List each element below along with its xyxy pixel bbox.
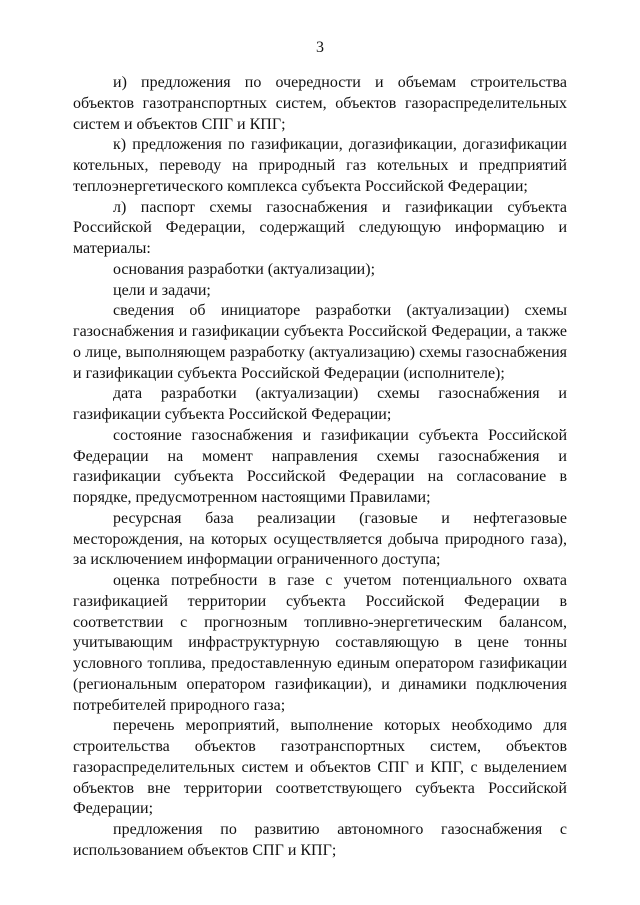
paragraph-resource-base: ресурсная база реализации (газовые и нефтегазовые месторождения, на которых осуществляется добыча природного газа), за исключением информации ограниченного доступа; — [73, 509, 567, 569]
paragraph-initiator: сведения об инициаторе разработки (актуализации) схемы газоснабжения и газификации субъекта Российской Федерации, а также о лице, выполняющем разработку (актуализацию) схемы газоснабжения и газификации субъекта Российской Федерации (исполнителе); — [73, 302, 567, 382]
paragraph-grounds: основания разработки (актуализации); — [113, 260, 376, 278]
document-body — [73, 73, 567, 862]
paragraph-demand-assessment: оценка потребности в газе с учетом потенциального охвата газификацией территории субъекта Российской Федерации в соответствии с прогнозным топливно-энергетическим балансом, учитывающим инфраструктурную составляющую в цене тонны условного топлива, предоставленную единым оператором газификации (региональным оператором газификации), и динамики подключения потребителей природного газа; — [73, 572, 567, 714]
paragraph-goals: цели и задачи; — [113, 281, 211, 299]
page-number: 3 — [316, 39, 324, 56]
paragraph-state: состояние газоснабжения и газификации субъекта Российской Федерации на момент направления схемы газоснабжения и газификации субъекта Российской Федерации на согласование в порядке, предусмотренном настоящими Правилами; — [73, 426, 567, 506]
paragraph-i: и) предложения по очередности и объемам строительства объектов газотранспортных систем, объектов газораспределительных систем и объектов СПГ и КПГ; — [73, 74, 567, 133]
paragraph-date: дата разработки (актуализации) схемы газоснабжения и газификации субъекта Российской Федерации; — [73, 385, 567, 423]
paragraph-autonomous-supply: предложения по развитию автономного газоснабжения с использованием объектов СПГ и КПГ; — [73, 821, 567, 859]
paragraph-measures-list: перечень мероприятий, выполнение которых необходимо для строительства объектов газотранспортных систем, объектов газораспределительных систем и объектов СПГ и КПГ, с выделением объектов вне территории соответствующего субъекта Российской Федерации; — [73, 717, 567, 818]
paragraph-k: к) предложения по газификации, догазификации, догазификации котельных, переводу на природный газ котельных и предприятий теплоэнергетического комплекса субъекта Российской Федерации; — [73, 136, 567, 195]
paragraph-l: л) паспорт схемы газоснабжения и газификации субъекта Российской Федерации, содержащий следующую информацию и материалы: — [73, 198, 567, 257]
